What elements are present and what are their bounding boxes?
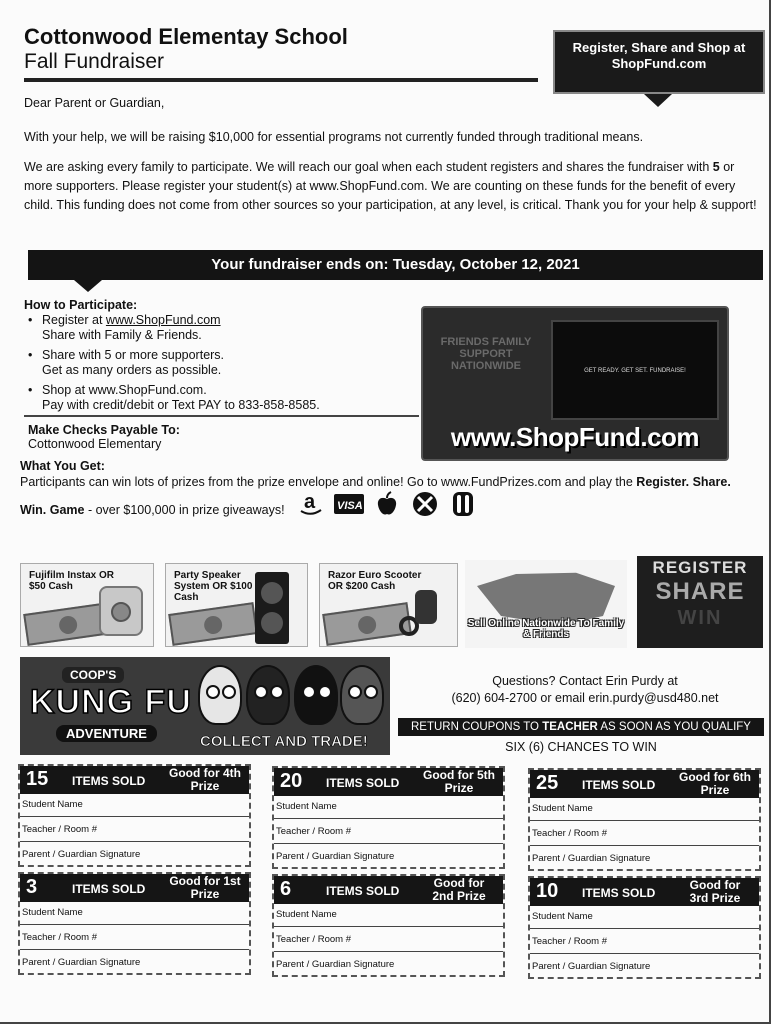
character-image: [294, 665, 338, 725]
student-name-field[interactable]: Student Name: [20, 793, 249, 817]
checks-payable-value: Cottonwood Elementary: [28, 437, 162, 451]
coupon-items-sold: ITEMS SOLD: [582, 778, 656, 792]
character-eye: [270, 685, 284, 699]
step-text: Get as many orders as possible.: [42, 363, 222, 377]
prize-card: [20, 563, 154, 647]
school-title: Cottonwood Elementay School: [24, 24, 348, 49]
prize-card: [319, 563, 458, 647]
section-divider: [24, 415, 419, 417]
svg-text:a: a: [304, 491, 316, 513]
scooter-body: [415, 590, 437, 624]
visa-icon: [334, 490, 364, 518]
prize-label: Razor Euro Scooter OR $200 Cash: [328, 570, 422, 592]
coupon-header: [530, 878, 759, 906]
participation-steps: [24, 313, 414, 418]
teacher-room-field[interactable]: Teacher / Room #: [20, 818, 249, 842]
game-line: [20, 503, 285, 517]
coupon-item-count: 6: [280, 878, 292, 900]
logo-win: WIN: [677, 607, 723, 629]
collect-and-trade-label: COLLECT AND TRADE!: [200, 733, 368, 750]
promo-url: www.ShopFund.com: [450, 422, 700, 452]
teacher-room-field[interactable]: Teacher / Room #: [530, 822, 759, 846]
prize-coupon: [18, 764, 251, 867]
student-name-field[interactable]: Student Name: [20, 901, 249, 925]
banner-bold: TEACHER: [542, 721, 598, 733]
coupon-prize-level: Good for 6th Prize: [679, 770, 751, 797]
kungfu-adventure-label: ADVENTURE: [56, 725, 157, 742]
camera-image: [99, 586, 143, 636]
amazon-icon: [296, 490, 326, 518]
prize-coupon: [272, 766, 505, 869]
paragraph-participation: [24, 158, 764, 215]
character-eye: [206, 685, 220, 699]
greeting: Dear Parent or Guardian,: [24, 96, 165, 110]
coupon-item-count: 25: [536, 772, 559, 794]
coupon-header: [274, 876, 503, 904]
coupon-items-sold: ITEMS SOLD: [582, 886, 656, 900]
shopfund-promo-image: [421, 306, 729, 461]
coupon-item-count: 20: [280, 770, 303, 792]
xbox-icon: [410, 490, 440, 518]
step-text: Shop at www.ShopFund.com.: [42, 383, 207, 397]
what-you-get-heading: What You Get:: [20, 459, 105, 473]
banner-pointer: [74, 280, 102, 292]
apple-icon: [372, 490, 402, 518]
game-name-bold: Win. Game: [20, 503, 85, 517]
step-text: Pay with credit/debit or Text PAY to 833-858-8585.: [42, 398, 320, 412]
prize-coupon: [18, 872, 251, 975]
banner-text: AS SOON AS YOU QUALIFY: [597, 721, 751, 733]
register-share-win-logo: [637, 556, 763, 648]
kungfu-coop-label: COOP'S: [62, 667, 124, 683]
teacher-room-field[interactable]: Teacher / Room #: [20, 926, 249, 950]
step-text: Register at: [42, 313, 106, 327]
coupon-item-count: 15: [26, 768, 49, 790]
coupon-prize-level: Good for 1st Prize: [169, 874, 241, 901]
prize-label: Party Speaker System OR $100 Cash: [174, 570, 253, 603]
teacher-room-field[interactable]: Teacher / Room #: [530, 930, 759, 954]
coupon-header: [20, 766, 249, 794]
character-image: [198, 665, 242, 725]
promo-side-text: FRIENDS FAMILY SUPPORT NATIONWIDE: [440, 336, 532, 372]
character-eye: [222, 685, 236, 699]
parent-signature-field[interactable]: Parent / Guardian Signature: [276, 851, 395, 862]
coupon-prize-level: Good for 2nd Prize: [432, 876, 486, 903]
contact-info: [400, 673, 770, 707]
scooter-image: [395, 586, 441, 638]
character-eye: [364, 685, 378, 699]
para-text: We are asking every family to participate. We will reach our goal when each student registers and shares the fundraiser with: [24, 160, 713, 174]
teacher-room-field[interactable]: Teacher / Room #: [274, 820, 503, 844]
prize-brand-icons: [296, 490, 478, 518]
prize-coupon: [272, 874, 505, 977]
checks-payable-heading: Make Checks Payable To:: [28, 423, 180, 437]
shopfund-link[interactable]: www.ShopFund.com: [105, 313, 221, 327]
svg-text:VISA: VISA: [337, 500, 363, 512]
six-chances-label: SIX (6) CHANCES TO WIN: [505, 740, 657, 754]
para-text: or more supporters. Please register your student(s) at www.ShopFund.com. We are counting on these funds for the benefit of every child. This funding does not come from other sources so your participation, at any level, is critical. Thank you for your help & support!: [24, 160, 757, 212]
prize-label: Fujifilm Instax OR $50 Cash: [29, 570, 115, 592]
character-eye: [348, 685, 362, 699]
teacher-room-field[interactable]: Teacher / Room #: [274, 928, 503, 952]
coupon-prize-level: Good for 3rd Prize: [689, 878, 741, 905]
deadline-banner: Your fundraiser ends on: Tuesday, October 12, 2021: [28, 250, 763, 280]
coupon-prize-level: Good for 4th Prize: [169, 766, 241, 793]
coupon-items-sold: ITEMS SOLD: [72, 882, 146, 896]
return-coupons-banner: [398, 718, 764, 736]
list-item: [24, 383, 414, 413]
prize-card: [165, 563, 308, 647]
student-name-field[interactable]: Student Name: [530, 905, 759, 929]
kungfu-title: KUNG FU: [30, 683, 192, 721]
para-bold-number: 5: [712, 160, 720, 174]
paragraph-goal: With your help, we will be raising $10,000 for essential programs not currently funded through traditional means.: [24, 130, 644, 144]
contact-line: Questions? Contact Erin Purdy at: [492, 674, 678, 688]
parent-signature-field[interactable]: Parent / Guardian Signature: [22, 849, 141, 860]
speaker-woofer: [261, 612, 283, 634]
speaker-woofer: [261, 582, 283, 604]
coupon-header: [274, 768, 503, 796]
coupon-items-sold: ITEMS SOLD: [326, 776, 400, 790]
parent-signature-field[interactable]: Parent / Guardian Signature: [532, 853, 651, 864]
get-text: Participants can win lots of prizes from the prize envelope and online! Go to www.FundPrizes.com and play the: [20, 475, 637, 489]
kung-fu-adventure-banner: [20, 657, 390, 755]
title-divider: [24, 78, 538, 82]
coupon-item-count: 3: [26, 876, 38, 898]
coupon-items-sold: ITEMS SOLD: [72, 774, 146, 788]
banner-text: RETURN COUPONS TO: [411, 721, 543, 733]
nintendo-switch-icon: [448, 490, 478, 518]
character-eye: [254, 685, 268, 699]
parent-signature-field[interactable]: Parent / Guardian Signature: [22, 957, 141, 968]
character-eye: [318, 685, 332, 699]
student-name-field[interactable]: Student Name: [274, 903, 503, 927]
cash-image: [168, 602, 258, 646]
nationwide-map-card: [465, 560, 627, 648]
speaker-image: [255, 572, 289, 644]
parent-signature-field[interactable]: Parent / Guardian Signature: [276, 959, 395, 970]
list-item: [24, 313, 414, 343]
prize-coupon: [528, 876, 761, 979]
parent-signature-field[interactable]: Parent / Guardian Signature: [532, 961, 651, 972]
logo-share: SHARE: [655, 578, 745, 605]
camera-lens: [111, 602, 131, 622]
character-image: [246, 665, 290, 725]
contact-line: (620) 604-2700 or email erin.purdy@usd480.net: [451, 691, 719, 705]
register-callout: Register, Share and Shop at ShopFund.com: [553, 30, 765, 94]
coupon-prize-level: Good for 5th Prize: [423, 768, 495, 795]
giveaway-text: - over $100,000 in prize giveaways!: [84, 503, 285, 517]
student-name-field[interactable]: Student Name: [530, 797, 759, 821]
coupon-header: [20, 874, 249, 902]
character-image: [340, 665, 384, 725]
promo-screen-text: GET READY. GET SET. FUNDRAISE!: [584, 368, 686, 374]
laptop-screen: [551, 320, 719, 420]
game-name-bold: Register. Share.: [636, 475, 731, 489]
student-name-field[interactable]: Student Name: [274, 795, 503, 819]
map-label: Sell Online Nationwide To Family & Friends: [467, 618, 625, 640]
step-text: Share with Family & Friends.: [42, 328, 202, 342]
character-eye: [302, 685, 316, 699]
coupon-header: [530, 770, 759, 798]
fundraiser-subtitle: Fall Fundraiser: [24, 50, 165, 73]
coupon-items-sold: ITEMS SOLD: [326, 884, 400, 898]
list-item: [24, 348, 414, 378]
what-you-get-text: [20, 474, 770, 491]
coupon-item-count: 10: [536, 880, 559, 902]
prize-coupon: [528, 768, 761, 871]
step-text: Share with 5 or more supporters.: [42, 348, 225, 362]
logo-register: REGISTER: [652, 558, 748, 577]
how-to-participate-heading: How to Participate:: [24, 298, 138, 312]
